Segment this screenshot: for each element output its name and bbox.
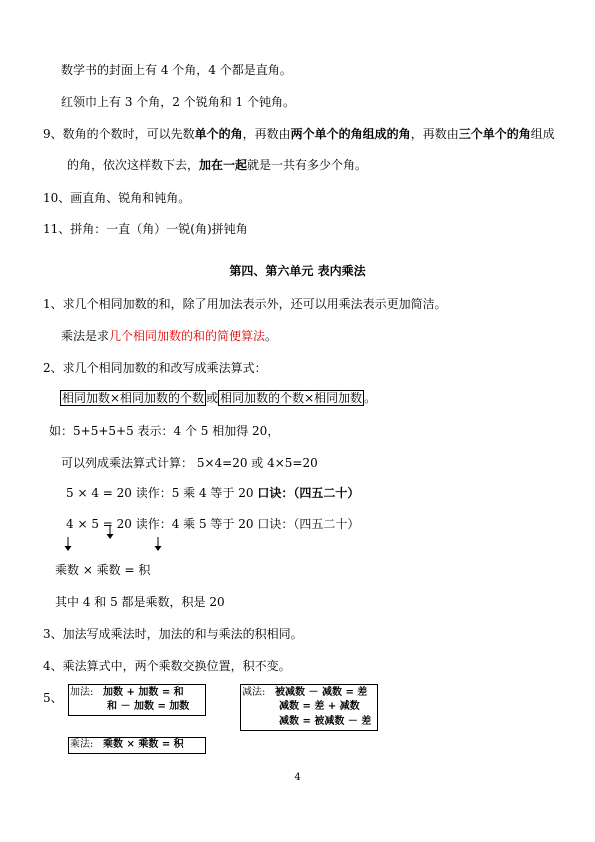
item-1: 1、求几个相同加数的和，除了用加法表示外，还可以用乘法表示更加简洁。 (43, 297, 447, 311)
equation-4x5: 4 × 5 = 20 读作：4 乘 5 等于 20 口诀：（四五二十） (66, 517, 360, 531)
down-arrow-icon (63, 537, 73, 551)
subtraction-label: 减法: (242, 687, 266, 698)
subtraction-rule-3: 减数 = 被减数 － 差 (279, 716, 372, 727)
down-arrow-icon (153, 537, 163, 551)
text-line-scarf-angles: 红领巾上有 3 个角，2 个锐角和 1 个钝角。 (61, 95, 295, 109)
item-11: 11、拼角：一直（角）一锐(角)拼钝角 (43, 222, 248, 236)
example-line: 如：5+5+5+5 表示：4 个 5 相加得 20， (49, 424, 280, 438)
addition-label: 加法: (70, 687, 94, 698)
item-9-line1: 9、数角的个数时，可以先数单个的角，再数由两个单个的角组成的角，再数由三个单个的角组成 (43, 127, 555, 141)
addition-rule-1: 加数 + 加数 = 和 (103, 687, 184, 698)
formula-box-1: 相同加数×相同加数的个数 (62, 391, 205, 405)
subtraction-rule-1: 被减数 － 减数 = 差 (275, 687, 368, 698)
subtraction-rule-2: 减数 = 差 + 减数 (279, 701, 360, 712)
item-4: 4、乘法算式中，两个乘数交换位置，积不变。 (43, 659, 291, 673)
factor-note: 其中 4 和 5 都是乘数，积是 20 (55, 595, 225, 609)
text-line-cover-angles: 数学书的封面上有 4 个角，4 个都是直角。 (61, 63, 292, 77)
item-3: 3、加法写成乘法时，加法的和与乘法的积相同。 (43, 627, 303, 641)
item-9-line2: 的角，依次这样数下去，加在一起就是一共有多少个角。 (67, 158, 368, 172)
item-5: 5、 (43, 691, 63, 705)
product-formula: 乘数 × 乘数 = 积 (55, 563, 151, 577)
addition-rule-2: 和 － 加数 = 加数 (107, 701, 190, 712)
page-number: 4 (294, 772, 301, 783)
subtraction-box (240, 684, 378, 731)
multiplication-definition: 乘法是求几个相同加数的和的简便算法。 (61, 329, 278, 343)
multiplication-label: 乘法: (70, 739, 94, 750)
formula-box-2: 相同加数的个数×相同加数 (220, 391, 363, 405)
down-arrow-icon (105, 525, 115, 539)
multiplication-rule: 乘数 × 乘数 = 积 (103, 739, 184, 750)
formula-forms: 相同加数×相同加数的个数 或 相同加数的个数×相同加数 。 (62, 391, 377, 405)
equation-5x4: 5 × 4 = 20 读作：5 乘 4 等于 20 口诀：（四五二十） (66, 486, 360, 500)
example-formula: 可以列成乘法算式计算： 5×4=20 或 4×5=20 (61, 456, 318, 470)
item-2: 2、求几个相同加数的和改写成乘法算式： (43, 361, 267, 375)
multiplication-box (68, 737, 206, 754)
item-10: 10、画直角、锐角和钝角。 (43, 191, 191, 205)
addition-box (68, 684, 206, 716)
section-title: 第四、第六单元 表内乘法 (229, 264, 366, 278)
